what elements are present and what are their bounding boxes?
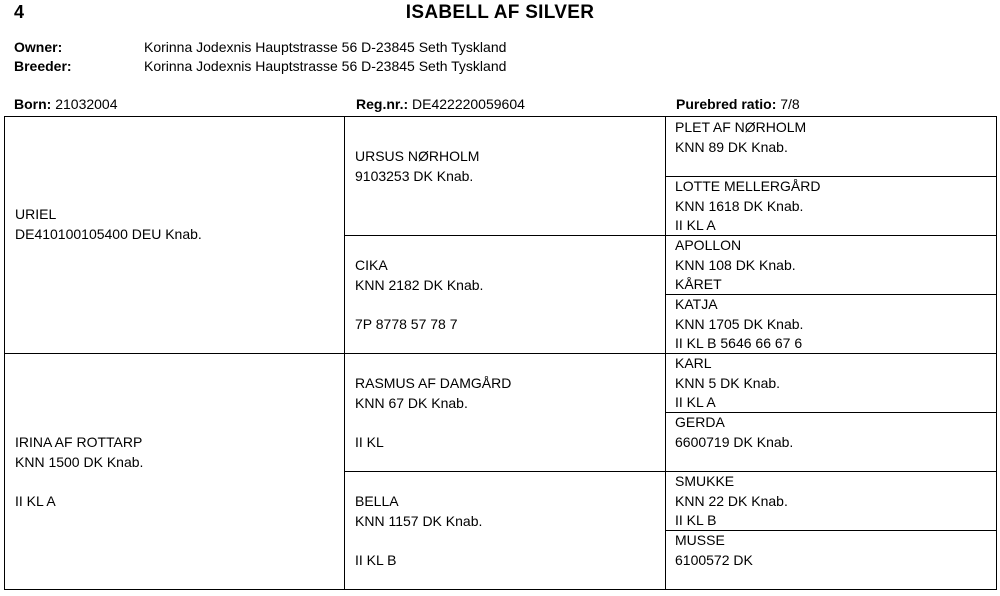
sire-sire-name: URSUS NØRHOLM	[355, 148, 480, 164]
born-label: Born:	[14, 96, 52, 112]
dam-dam-note: II KL B	[355, 551, 397, 568]
dam-cell	[15, 433, 143, 511]
sire-dam-reg: KNN 2182 DK Knab.	[355, 276, 484, 293]
ggp-cell-3	[675, 236, 796, 295]
breeder-value: Korinna Jodexnis Hauptstrasse 56 D-23845 Seth Tyskland	[144, 58, 507, 74]
born-field	[14, 96, 118, 112]
ggp-cell-5	[675, 354, 780, 413]
sire-sire-cell	[355, 147, 479, 186]
ggp-cell-7	[675, 472, 788, 531]
ggp-cell-1	[675, 118, 806, 157]
dog-name-title: ISABELL AF SILVER	[405, 2, 595, 23]
ggp-note: KÅRET	[675, 276, 722, 292]
ggp-name: SMUKKE	[675, 473, 735, 489]
ggp-reg: KNN 22 DK Knab.	[675, 492, 788, 509]
ggp-name: KARL	[675, 355, 712, 371]
purebred-label: Purebred ratio:	[676, 96, 777, 112]
ggp-reg: 6100572 DK	[675, 551, 753, 568]
ggp-reg: KNN 108 DK Knab.	[675, 256, 796, 273]
ggp-note: II KL B 5646 66 67 6	[675, 335, 803, 351]
dam-dam-cell	[355, 492, 482, 570]
dam-sire-note: II KL	[355, 433, 384, 450]
ggp-note: II KL A	[675, 394, 716, 410]
dam-sire-cell	[355, 374, 511, 452]
owner-value: Korinna Jodexnis Hauptstrasse 56 D-23845 Seth Tyskland	[144, 39, 507, 55]
dam-note: II KL A	[15, 492, 56, 509]
ggp-reg: KNN 5 DK Knab.	[675, 374, 781, 391]
reg-value: DE422220059604	[412, 96, 525, 112]
dam-dam-reg: KNN 1157 DK Knab.	[355, 512, 483, 529]
sire-dam-name: CIKA	[355, 257, 388, 273]
ggp-reg: 6600719 DK Knab.	[675, 433, 794, 450]
sire-cell	[15, 205, 202, 244]
ggp-name: APOLLON	[675, 237, 742, 253]
dam-reg: KNN 1500 DK Knab.	[15, 453, 144, 470]
breeder-label: Breeder:	[14, 58, 72, 74]
ggp-name: MUSSE	[675, 532, 725, 548]
sire-reg: DE410100105400 DEU Knab.	[15, 225, 202, 242]
ggp-reg: KNN 1618 DK Knab.	[675, 197, 804, 214]
ggp-name: KATJA	[675, 296, 718, 312]
ggp-cell-8	[675, 531, 753, 570]
ggp-reg: KNN 1705 DK Knab.	[675, 315, 804, 332]
dam-sire-name: RASMUS AF DAMGÅRD	[355, 375, 512, 391]
ggp-name: LOTTE MELLERGÅRD	[675, 178, 821, 194]
dam-name: IRINA AF ROTTARP	[15, 434, 143, 450]
purebred-field	[676, 96, 800, 112]
ggp-cell-4	[675, 295, 803, 354]
purebred-value: 7/8	[780, 96, 800, 112]
sire-dam-cell	[355, 256, 483, 334]
ggp-reg: KNN 89 DK Knab.	[675, 138, 788, 155]
born-value: 21032004	[55, 96, 118, 112]
sire-sire-reg: 9103253 DK Knab.	[355, 167, 474, 184]
sire-name: URIEL	[15, 206, 57, 222]
dam-dam-name: BELLA	[355, 493, 399, 509]
dam-sire-reg: KNN 67 DK Knab.	[355, 394, 468, 411]
ggp-note: II KL A	[675, 217, 716, 233]
sire-dam-note: 7P 8778 57 78 7	[355, 315, 458, 332]
ggp-cell-6	[675, 413, 793, 452]
dog-number: 4	[14, 2, 25, 22]
reg-label: Reg.nr.:	[356, 96, 409, 112]
ggp-cell-2	[675, 177, 820, 236]
pedigree-table	[4, 116, 997, 590]
owner-label: Owner:	[14, 39, 63, 55]
ggp-name: GERDA	[675, 414, 725, 430]
ggp-name: PLET AF NØRHOLM	[675, 119, 807, 135]
reg-field	[356, 96, 525, 112]
ggp-note: II KL B	[675, 512, 717, 528]
